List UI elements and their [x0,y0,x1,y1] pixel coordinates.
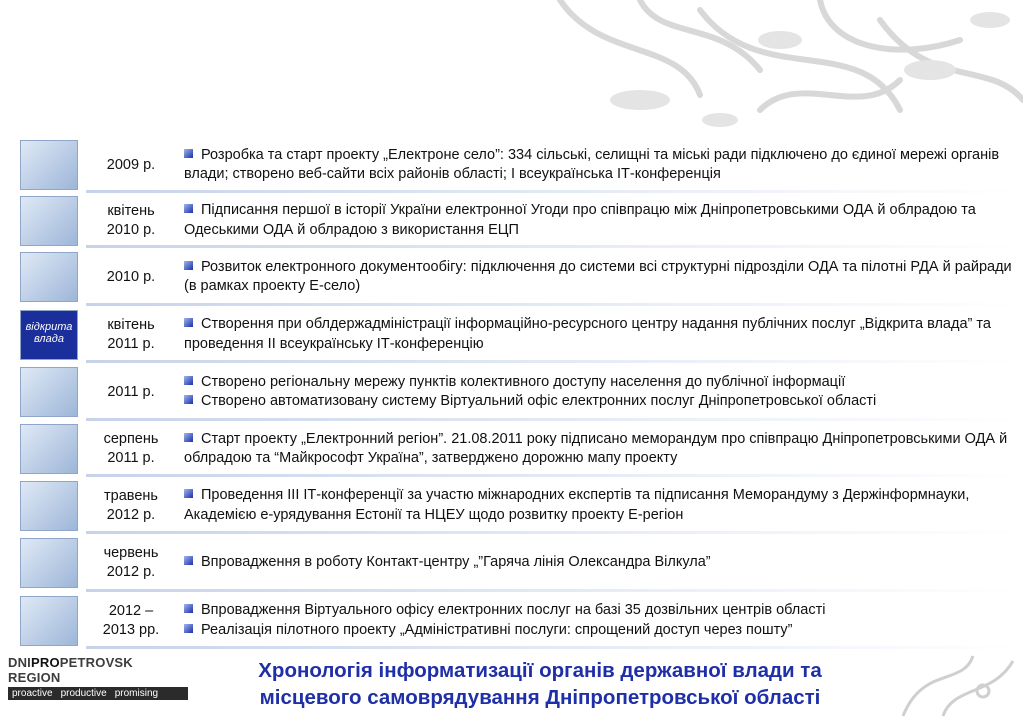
timeline-row [14,421,1019,477]
timeline-row [14,592,1019,649]
timeline-row [14,193,1019,248]
timeline-date: квітень 2011 р. [107,316,155,352]
bullet-item: Створено автоматизовану систему Віртуальний офіс електронних послуг Дніпропетровської області [184,392,1019,412]
square-bullet-icon [184,556,193,565]
square-bullet-icon [184,624,193,633]
timeline-description [176,315,1019,354]
timeline-description [176,601,1019,640]
kiosk-terminal-icon [20,367,78,417]
timeline-date: серпень 2011 р. [103,431,159,466]
city-photo-icon [20,424,78,474]
bullet-item: Підписання першої в історії України електронної Угоди про співпрацю між Дніпропетровськими ОДА й облрадою та Одеськими ОДА й облрадою з використання ЕЦП [184,202,976,238]
square-bullet-icon [184,204,193,213]
hotline-poster-icon [20,538,78,588]
timeline-row [14,363,1019,421]
dnipropetrovsk-region-logo [8,655,188,700]
timeline-date: 2009 р. [106,156,156,173]
timeline-description [176,373,1019,412]
laptop-icon [20,252,78,302]
timeline-date: 2011 р. [107,383,155,400]
timeline-date: травень 2012 р. [104,487,158,523]
website-screenshot-icon [20,596,78,646]
logo-wordmark: DNIPROPETROVSK REGION [8,655,133,685]
bullet-item: Розвиток електронного документообігу: підключення до системи всі структурні підрозділи ОДА та пілотні РДА й райради (в рамках проекту Е-село) [184,258,1012,294]
bullet-item: Впровадження в роботу Контакт-центру „”Гаряча лінія Олександра Вілкула” [184,553,1019,573]
floral-ornament [0,0,1023,135]
vidkryta-vlada-logo [20,310,78,360]
timeline-row [14,306,1019,363]
monitors-icon [20,196,78,246]
square-bullet-icon [184,604,193,613]
square-bullet-icon [184,395,193,404]
logo-text: влада [34,332,64,345]
logo-tagline: proactive productive promising [8,687,188,700]
timeline-description [176,553,1019,573]
corner-ornament [883,646,1023,721]
timeline-row [14,137,1019,193]
square-bullet-icon [184,149,193,158]
bullet-item: Розробка та старт проекту „Електроне село”: 334 сільські, селищні та міські ради підключено до єдиної мережі органів влади; створено веб-сайти всіх районів області; І всеукраїнська ІТ-конференція [184,146,1000,182]
timeline-date: квітень 2010 р. [106,202,156,238]
square-bullet-icon [184,318,193,327]
timeline-date: 2010 р. [106,268,156,285]
conference-icon [20,481,78,531]
timeline-row [14,534,1019,592]
bullet-item: Створено регіональну мережу пунктів колективного доступу населення до публічної інформації [184,373,1019,393]
row-separator [86,646,1019,649]
timeline-description [176,258,1019,297]
bullet-item: Створення при облдержадміністрації інформаційно-ресурсного центру надання публічних послуг „Відкрита влада” та проведення ІІ всеукраїнську ІТ-конференцію [184,316,991,352]
timeline-description [176,486,1019,525]
square-bullet-icon [184,433,193,442]
bullet-item: Реалізація пілотного проекту „Адміністративні послуги: спрощений доступ через пошту” [184,621,1019,641]
timeline-row [14,248,1019,306]
logo-text: відкрита [25,320,73,333]
timeline-description [176,201,1019,240]
slide-title: Хронологія інформатизації органів державної влади та місцевого самоврядування Дніпропетровської області [258,659,822,709]
square-bullet-icon [184,376,193,385]
timeline-date: червень 2012 р. [103,545,159,580]
computers-network-icon [20,140,78,190]
timeline-date: 2012 – 2013 рр. [102,602,160,638]
bullet-item: Старт проекту „Електронний регіон”. 21.08.2011 року підписано меморандум про співпрацю Дніпропетровськими ОДА й облрадою та “Майкрософт Україна”, затверджено дорожню мапу проекту [184,430,1008,466]
square-bullet-icon [184,261,193,270]
timeline [14,137,1019,649]
square-bullet-icon [184,489,193,498]
bullet-item: Впровадження Віртуального офісу електронних послуг на базі 35 дозвільних центрів області [184,601,1019,621]
bullet-item: Проведення ІІІ ІТ-конференції за участю міжнародних експертів та підписання Меморандуму з Держінформнауки, Академією е-урядування Естонії та НЦЕУ щодо розвитку проекту Е-регіон [184,487,970,523]
timeline-row [14,477,1019,534]
timeline-description [176,430,1019,469]
timeline-description [176,146,1019,185]
